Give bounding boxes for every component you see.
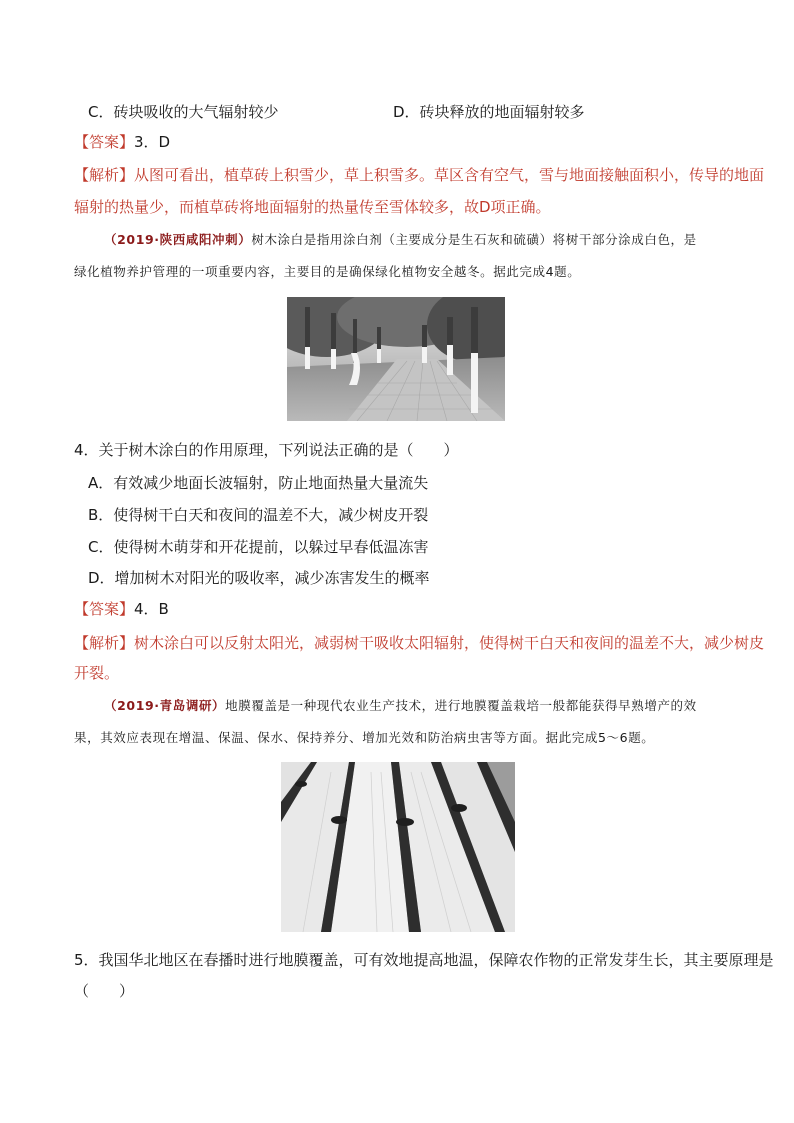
q5-question-line1: 5．我国华北地区在春播时进行地膜覆盖，可有效地提高地温，保障农作物的正常发芽生长，其主要原理是 bbox=[74, 951, 774, 969]
q5-question-line2: （ ） bbox=[74, 982, 135, 1000]
analysis-text: 从图可看出，植草砖上积雪少，草上积雪多。草区含有空气，雪与地面接触面积小，传导的地面 bbox=[134, 166, 765, 184]
q4-intro-line2: 绿化植物养护管理的一项重要内容，主要目的是确保绿化植物安全越冬。据此完成4题。 bbox=[74, 264, 581, 279]
analysis-3-line2: 辐射的热量少，而植草砖将地面辐射的热量传至雪体较多，故D项正确。 bbox=[74, 198, 551, 216]
q4-option-a: A．有效减少地面长波辐射，防止地面热量大量流失 bbox=[88, 474, 429, 492]
analysis-4-line1 bbox=[74, 632, 764, 654]
analysis-text: 树木涂白可以反射太阳光，减弱树干吸收太阳辐射，使得树干白天和夜间的温差不大，减少树皮 bbox=[134, 634, 765, 652]
q4-option-b: B．使得树干白天和夜间的温差不大，减少树皮开裂 bbox=[88, 506, 429, 524]
q5-intro-line1 bbox=[104, 695, 697, 717]
analysis-3-line1 bbox=[74, 164, 764, 186]
q4-question: 4．关于树木涂白的作用原理，下列说法正确的是（ ） bbox=[74, 441, 459, 459]
answer-3 bbox=[74, 131, 170, 153]
tree-whitewash-photo bbox=[287, 297, 505, 421]
q4-option-c: C．使得树木萌芽和开花提前，以躲过早春低温冻害 bbox=[88, 538, 429, 556]
answer-value: 4．B bbox=[134, 600, 169, 618]
q4-option-d: D．增加树木对阳光的吸收率，减少冻害发生的概率 bbox=[88, 569, 430, 587]
q4-source: （2019·陕西咸阳冲刺） bbox=[104, 232, 252, 247]
answer-value: 3．D bbox=[134, 133, 171, 151]
q4-intro-line1 bbox=[104, 229, 697, 251]
analysis-tag: 【解析】 bbox=[74, 634, 135, 652]
mulch-film-photo bbox=[281, 762, 515, 932]
answer-tag: 【答案】 bbox=[74, 600, 135, 618]
q5-intro-line2: 果，其效应表现在增温、保温、保水、保持养分、增加光效和防治病虫害等方面。据此完成5～6题。 bbox=[74, 730, 655, 745]
analysis-tag: 【解析】 bbox=[74, 166, 135, 184]
q5-intro-text: 地膜覆盖是一种现代农业生产技术，进行地膜覆盖栽培一般都能获得早熟增产的效 bbox=[225, 698, 697, 713]
answer-tag: 【答案】 bbox=[74, 133, 135, 151]
q4-intro-text: 树木涂白是指用涂白剂（主要成分是生石灰和硫磺）将树干部分涂成白色，是 bbox=[251, 232, 697, 247]
analysis-4-line2: 开裂。 bbox=[74, 664, 120, 682]
option-c: C．砖块吸收的大气辐射较少 bbox=[88, 103, 279, 121]
answer-4 bbox=[74, 598, 169, 620]
option-d: D．砖块释放的地面辐射较多 bbox=[393, 103, 585, 121]
q5-source: （2019·青岛调研） bbox=[104, 698, 226, 713]
